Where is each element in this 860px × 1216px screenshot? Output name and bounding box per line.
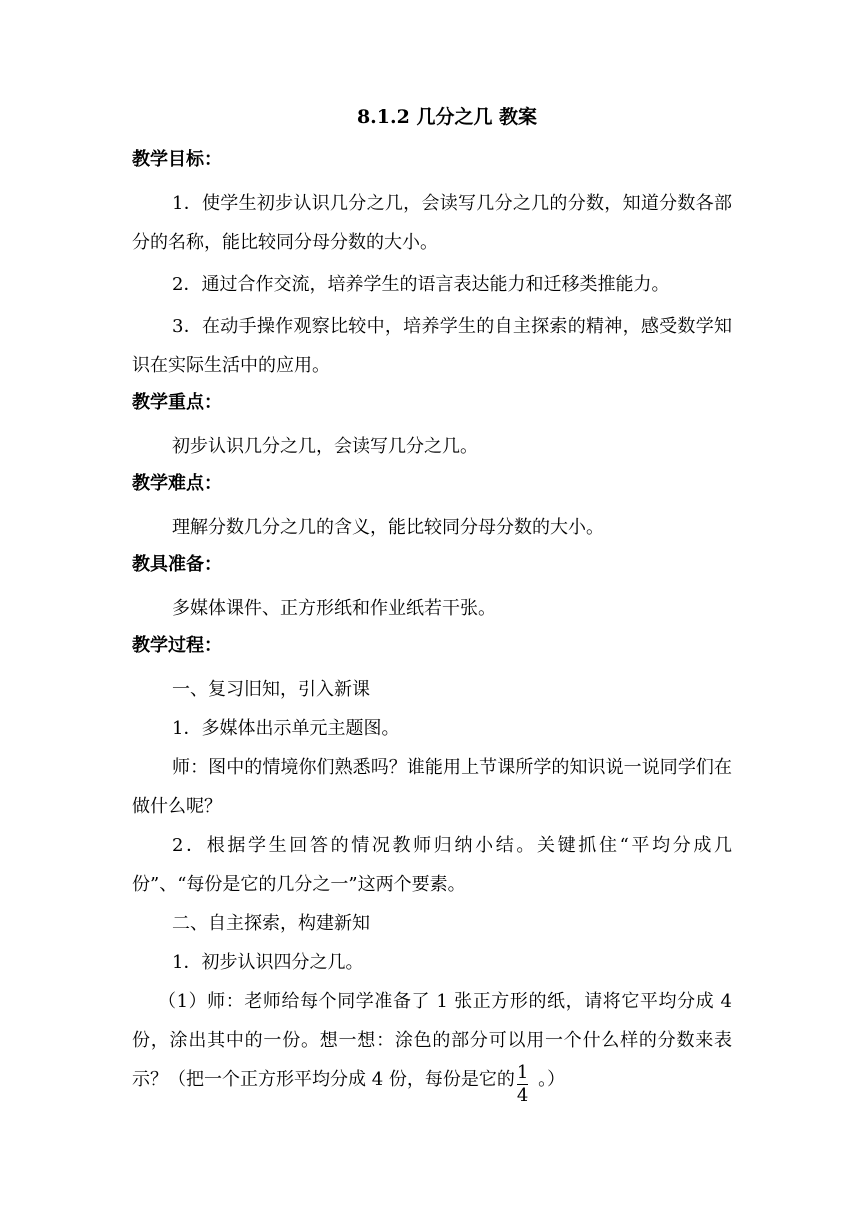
key-points-text: 初步认识几分之几，会读写几分之几。 bbox=[172, 436, 478, 457]
difficulties-heading: 教学难点： bbox=[132, 473, 222, 494]
section-2-item-1: 1．初步认识四分之几。 bbox=[172, 952, 364, 973]
goal-item-2: 2．通过合作交流，培养学生的语言表达能力和迁移类推能力。 bbox=[172, 274, 670, 295]
goals-heading: 教学目标： bbox=[132, 149, 222, 170]
goal-item-1: 1．使学生初步认识几分之几，会读写几分之几的分数，知道分数各部分的名称，能比较同分母分数的大小。 bbox=[132, 193, 732, 253]
section-1-teacher: 师：图中的情境你们熟悉吗？谁能用上节课所学的知识说一说同学们在做什么呢？ bbox=[132, 757, 732, 817]
section-2-sub-1-text: （1）师：老师给每个同学准备了 1 张正方形的纸，请将它平均分成 4 份，涂出其中的一份。想一想：涂色的部分可以用一个什么样的分数来表示？（把一个正方形平均分成 4 份，每份是它的 bbox=[132, 991, 732, 1090]
process-heading: 教学过程： bbox=[132, 635, 222, 656]
key-points-heading: 教学重点： bbox=[132, 392, 222, 413]
materials-text: 多媒体课件、正方形纸和作业纸若干张。 bbox=[172, 598, 496, 619]
section-2-sub-1 bbox=[132, 982, 732, 1106]
fraction-numerator: 1 bbox=[516, 1062, 529, 1083]
fraction-denominator: 4 bbox=[516, 1085, 529, 1106]
section-1-item-1: 1．多媒体出示单元主题图。 bbox=[172, 718, 400, 739]
section-1-title: 一、复习旧知，引入新课 bbox=[172, 679, 370, 700]
fraction-one-quarter bbox=[517, 1063, 528, 1106]
difficulties-text: 理解分数几分之几的含义，能比较同分母分数的大小。 bbox=[172, 517, 604, 538]
goal-item-3: 3．在动手操作观察比较中，培养学生的自主探索的精神，感受数学知识在实际生活中的应用。 bbox=[132, 316, 732, 376]
document-page bbox=[132, 102, 732, 1106]
materials-heading: 教具准备： bbox=[132, 554, 222, 575]
section-2-sub-1-end: 。） bbox=[532, 1069, 566, 1090]
document-title: 8.1.2 几分之几 教案 bbox=[356, 106, 538, 128]
section-2-title: 二、自主探索，构建新知 bbox=[172, 913, 370, 934]
section-1-item-2: 2．根据学生回答的情况教师归纳小结。关键抓住“平均分成几份”、“每份是它的几分之一”这两个要素。 bbox=[132, 835, 732, 895]
